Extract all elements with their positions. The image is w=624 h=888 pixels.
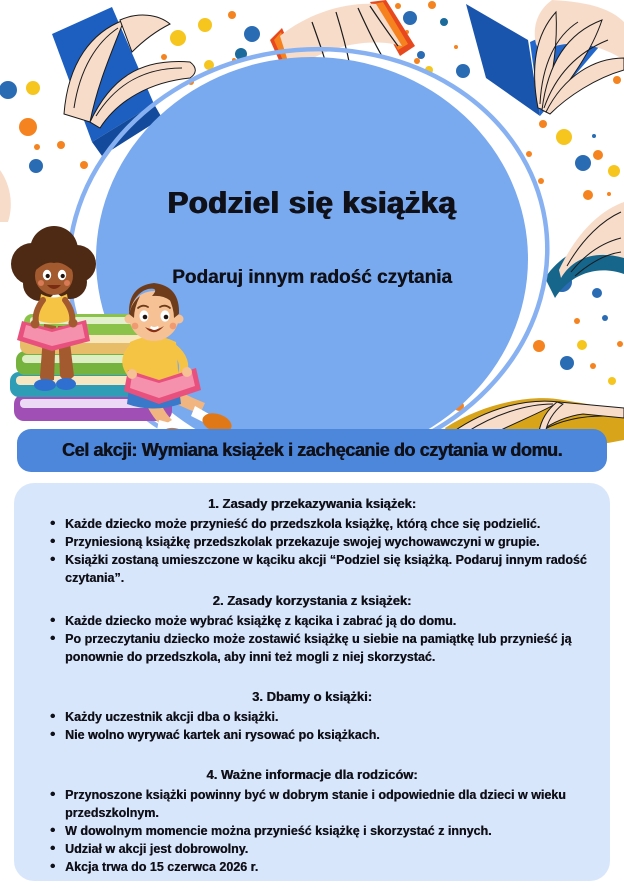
rule-item: • Przyniesioną książkę przedszkolak przekazuje swojej wychowawczyni w grupie.	[50, 533, 588, 551]
confetti-dot	[228, 11, 236, 19]
rules-list	[36, 515, 588, 587]
confetti-dot	[425, 66, 433, 74]
confetti-dot	[602, 315, 608, 321]
confetti-dot	[533, 340, 545, 352]
goal-banner	[17, 429, 607, 472]
confetti-dot	[440, 18, 448, 26]
confetti-dot	[617, 341, 623, 347]
rules-section-4	[36, 766, 588, 876]
page-corner-decoration	[0, 170, 20, 222]
children-reading-illustration	[2, 224, 232, 444]
rule-item: • Każde dziecko może wybrać książkę z kącika i zabrać ją do domu.	[50, 612, 588, 630]
rules-section-3	[36, 688, 588, 744]
poster-title: Podziel się książką	[167, 185, 457, 220]
rule-item: • W dowolnym momencie można przynieść książkę i skorzystać z innych.	[50, 822, 588, 840]
confetti-dot	[608, 165, 620, 177]
confetti-dot	[204, 60, 214, 70]
confetti-dot	[428, 1, 436, 9]
rule-item: • Każde dziecko może przynieść do przedszkola książkę, którą chce się podzielić.	[50, 515, 588, 533]
section-heading: 1. Zasady przekazywania książek:	[207, 496, 417, 511]
rules-list	[36, 786, 588, 876]
rules-section-2	[36, 592, 588, 666]
open-book-illustration-right-middle	[543, 192, 624, 310]
confetti-dot	[575, 155, 591, 171]
rule-item: • Akcja trwa do 15 czerwca 2026 r.	[50, 858, 588, 876]
rules-list	[36, 708, 588, 744]
section-heading: 3. Dbamy o książki:	[252, 689, 372, 704]
rule-item: • Przynoszone książki powinny być w dobrym stanie i odpowiednie dla dzieci w wieku przedszkolnym.	[50, 786, 588, 822]
rules-panel	[14, 483, 610, 881]
rule-item: • Książki zostaną umieszczone w kąciku akcji “Podziel się książką. Podaruj innym radość czytania”.	[50, 551, 588, 587]
confetti-dot	[577, 340, 587, 350]
confetti-dot	[235, 48, 247, 60]
poster-subtitle: Podaruj innym radość czytania	[172, 267, 452, 288]
rule-item: • Udział w akcji jest dobrowolny.	[50, 840, 588, 858]
goal-banner-text: Cel akcji: Wymiana książek i zachęcanie do czytania w domu.	[61, 440, 563, 460]
rules-section-1	[36, 495, 588, 587]
rules-list	[36, 612, 588, 666]
confetti-dot	[593, 150, 603, 160]
confetti-dot	[592, 134, 596, 138]
rule-item: • Każdy uczestnik akcji dba o książki.	[50, 708, 588, 726]
confetti-dot	[526, 151, 532, 157]
section-heading: 2. Zasady korzystania z książek:	[212, 593, 412, 608]
confetti-dot	[556, 129, 572, 145]
confetti-dot	[574, 318, 580, 324]
section-heading: 4. Ważne informacje dla rodziców:	[206, 767, 418, 782]
open-book-illustration-top-right	[452, 0, 624, 128]
rule-item: • Po przeczytaniu dziecko może zostawić książkę u siebie na pamiątkę lub przynieść ją ponownie do przedszkola, aby inni też mogli z niej skorzystać.	[50, 630, 588, 666]
confetti-dot	[232, 58, 236, 62]
confetti-dot	[538, 178, 544, 184]
rule-item: • Nie wolno wyrywać kartek ani rysować po książkach.	[50, 726, 588, 744]
